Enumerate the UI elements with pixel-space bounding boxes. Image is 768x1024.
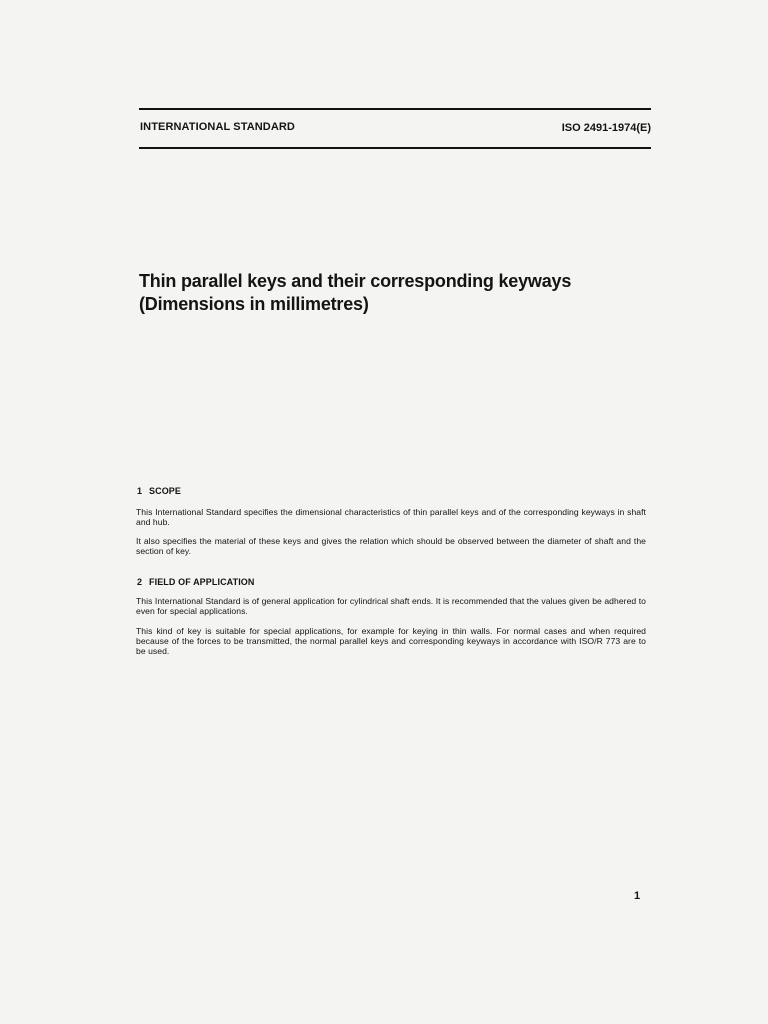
title-line-2: (Dimensions in millimetres) (139, 294, 369, 314)
page-number: 1 (634, 890, 641, 902)
section-1-title: SCOPE (149, 486, 182, 496)
header-bottom-rule (139, 147, 651, 149)
title-line-1: Thin parallel keys and their corresponding keyways (139, 271, 572, 291)
section-1-paragraph-1: This International Standard specifies the dimensional characteristics of thin parallel keys and of the corresponding keyways in shaft and hub. (136, 507, 646, 527)
standard-number-label: ISO 2491-1974(E) (561, 122, 651, 134)
section-2-paragraph-1: This International Standard is of general application for cylindrical shaft ends. It is recommended that the values given be adhered to even for special applications. (136, 596, 646, 616)
document-title (139, 270, 699, 316)
section-2-title: FIELD OF APPLICATION (149, 577, 255, 587)
section-2-number: 2 (137, 577, 143, 587)
section-2-paragraph-2: This kind of key is suitable for special applications, for example for keying in thin walls. For normal cases and when required because of the forces to be transmitted, the normal parallel keys and corresponding keyways in accordance with ISO/R 773 are to be used. (136, 626, 646, 656)
section-1-number: 1 (137, 486, 143, 496)
section-1-paragraph-2: It also specifies the material of these keys and gives the relation which should be observed between the diameter of shaft and the section of key. (136, 536, 646, 556)
section-1-heading (137, 486, 181, 496)
standard-type-label: INTERNATIONAL STANDARD (140, 121, 295, 133)
header-top-rule (139, 108, 651, 110)
section-2-heading (137, 577, 255, 587)
